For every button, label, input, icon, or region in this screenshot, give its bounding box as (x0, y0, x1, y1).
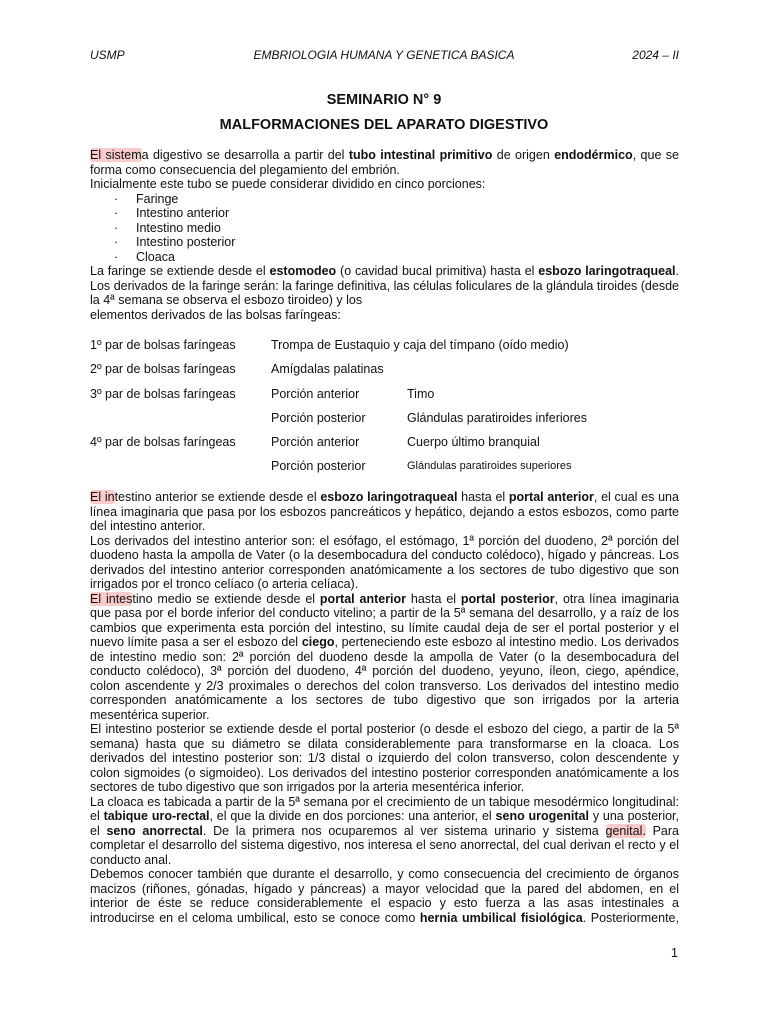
anterior-derivatives-paragraph: Los derivados del intestino anterior son: el esófago, el estómago, 1ª porción del duodeno, 2ª porción del duodeno hasta la ampolla de Vater (o la desembocadura del conducto colédoco), hígado y páncreas. Los derivados del intestino anterior corresponden anatómicamente a los sectores de tubo digestivo que son irrigados por el tronco celíaco (o arteria celíaca). (90, 533, 679, 591)
intro-section (90, 148, 679, 322)
anterior-paragraph: El intestino anterior se extiende desde el esbozo laringotraqueal hasta el portal anterior, el cual es una línea imaginaria que pasa por los esbozos pancreáticos y hepático, dejando a estos esbozos, como parte del intestino anterior. (90, 490, 679, 533)
intro-paragraph: El sistema digestivo se desarrolla a partir del tubo intestinal primitivo de origen endodérmico, que se forma como consecuencia del plegamiento del embrión. (90, 148, 679, 177)
highlight-mark: El sistem (90, 148, 142, 162)
hernia-paragraph: Debemos conocer también que durante el desarrollo, y como consecuencia del crecimiento de órganos macizos (riñones, gónadas, hígado y páncreas) a mayor velocidad que la pared del abdomen, en el interior de éste se reduce considerablemente el espacio y esto fuerza a las asas intestinales a introducirse en el celoma umbilical, esto se conoce como hernia umbilical fisiológica. Posteriormente, (90, 867, 679, 925)
header-center: EMBRIOLOGIA HUMANA Y GENETICA BASICA (253, 48, 515, 62)
seminar-title: SEMINARIO N° 9 (326, 92, 442, 108)
topic-title: MALFORMACIONES DEL APARATO DIGESTIVO (219, 117, 549, 133)
list-item: · Intestino medio (90, 221, 679, 236)
main-text (90, 490, 679, 925)
list-item: · Faringe (90, 192, 679, 207)
list-item: · Intestino anterior (90, 206, 679, 221)
cloaca-paragraph: La cloaca es tabicada a partir de la 5ª semana por el crecimiento de un tabique mesodérmico longitudinal: el tabique uro-rectal, el que la divide en dos porciones: una anterior, el seno urogenital y una posterior, el seno anorrectal. De la primera nos ocuparemos al ver sistema urinario y sistema genital. Para completar el desarrollo del sistema digestivo, nos interesa el seno anorrectal, del cual derivan el recto y el conducto anal. (90, 794, 679, 867)
intro-line: Inicialmente este tubo se puede considerar dividido en cinco porciones: (90, 177, 486, 191)
highlight-mark: genital. (605, 823, 646, 838)
list-item: · Intestino posterior (90, 235, 679, 250)
header-right: 2024 – II (632, 48, 679, 62)
portions-list (90, 192, 679, 265)
list-item: · Cloaca (90, 250, 679, 265)
medio-paragraph: El intestino medio se extiende desde el portal anterior hasta el portal posterior, otra línea imaginaria que pasa por el borde inferior del conducto vitelino; a partir de la 5ª semana del desarrollo, y a raíz de los cambios que experimenta esta porción del intestino, su límite caudal deja de ser el portal posterior y el nuevo límite pasa a ser el esbozo del ciego, perteneciendo este esbozo al intestino medio. Los derivados de intestino medio son: 2ª porción del duodeno desde la ampolla de Vater (o la desembocadura del conducto colédoco), 3ª porción del duodeno, 4ª porción del duodeno, yeyuno, íleon, ciego, apéndice, colon ascendente y 2/3 proximales o derechos del colon transverso. Los derivados del intestino medio corresponden anatómicamente a los sectores de tubo digestivo que son irrigados por la arteria mesentérica superior. (90, 591, 679, 722)
posterior-paragraph: El intestino posterior se extiende desde el portal posterior (o desde el esbozo del ciego, a partir de la 5ª semana) hasta que su diámetro se dilata considerablemente para transformarse en la cloaca. Los derivados del intestino posterior son: 1/3 distal o izquierdo del colon transverso, colon descendente y colon sigmoides (o sigmoideo). Los derivados del intestino posterior corresponden anatómicamente a los sectores de tubo digestivo que son irrigados por la arteria mesentérica inferior. (90, 722, 679, 794)
faringe-paragraph: La faringe se extiende desde el estomodeo (o cavidad bucal primitiva) hasta el esbozo laringotraqueal. Los derivados de la faringe serán: la faringe definitiva, las células foliculares de la glándula tiroides (desde la 4ª semana se observa el esbozo tiroideo) y los (90, 264, 679, 307)
header-left: USMP (90, 48, 125, 62)
highlight-mark: El in (90, 490, 115, 504)
highlight-mark: El intes (90, 591, 133, 606)
page-number: 1 (671, 946, 678, 960)
faringe-line: elementos derivados de las bolsas faríngeas: (90, 307, 341, 322)
